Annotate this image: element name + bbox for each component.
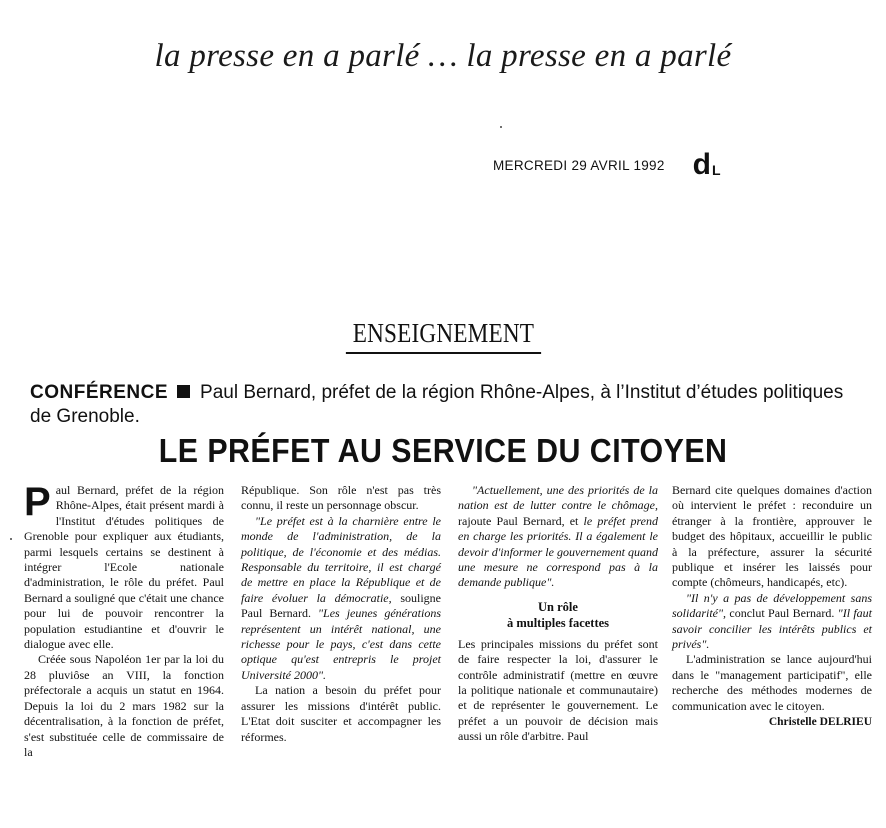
subhead-line: Un rôle [538, 599, 578, 614]
article-column-3 [458, 483, 658, 745]
article-kicker [30, 381, 860, 429]
scan-speck [10, 538, 12, 540]
quote-text: "Il faut savoir concilier les intérêts publics et privés". [672, 606, 873, 652]
paragraph: Créée sous Napoléon 1er par la loi du 28 pluviôse an VIII, la fonction préfectorale a acquis un statut en 1964. Depuis la loi du 2 mars 1982 sur la décentralisation, à la fonction de préfet, s'est substituée celle de commissaire de la [24, 652, 224, 759]
article-headline [0, 432, 886, 470]
quote-paragraph [458, 483, 658, 591]
article-column-2 [241, 483, 441, 745]
headline-text: LE PRÉFET AU SERVICE DU CITOYEN [158, 432, 728, 469]
paragraph: Bernard cite quelques domaines d'action où intervient le préfet : reconduire un étranger à la frontière, approuver le budget des hôpitaux, accueillir le public à la préfecture, assurer la sécurité publique et insérer les laissés pour compte (chômeurs, handicapés, etc). [672, 483, 872, 590]
paragraph: Les principales missions du préfet sont de faire respecter la loi, d'assurer le contrôle administratif (mettre en œuvre la politique nationale et communautaire) et de représenter le gouvernement. Le préfet a un pouvoir de décision mais aussi un rôle d'arbitre. Paul [458, 636, 658, 744]
press-banner: la presse en a parlé … la presse en a parlé [154, 38, 732, 74]
quote-text: "Le préfet est à la charnière entre le monde de l'administration, de la politique, de l'économie et des médias. Responsable du territoire, il est chargé de mettre en place la République et de faire évoluer la démocratie, [241, 513, 441, 605]
quote-paragraph [241, 514, 441, 683]
dateline [493, 150, 743, 180]
subhead-line: à multiples facettes [506, 615, 610, 630]
newspaper-logo [692, 148, 721, 181]
paragraph: La nation a besoin du préfet pour assurer les missions d'intérêt public. L'Etat doit susciter et accompagner les réformes. [241, 683, 441, 744]
quote-text: le préfet prend en charge les priorités. Il a également le devoir d'informer le gouvernement quand une mesure ne correspond pas à la demande publique". [458, 513, 658, 590]
attribution: souligne Paul Bernard. [241, 590, 441, 621]
attribution: conclut Paul Bernard. [729, 606, 835, 621]
black-square-icon [177, 385, 190, 398]
scan-speck [500, 126, 502, 128]
paragraph: L'administration se lance aujourd'hui dans le "management participatif", elle recherche des méthodes modernes de communication avec le citoyen. [672, 652, 872, 713]
attribution: rajoute Paul Bernard, et [458, 513, 579, 528]
article-subhead [458, 599, 658, 631]
logo-letter-d: d [692, 148, 711, 181]
kicker-label: CONFÉRENCE [30, 382, 169, 403]
publication-date: MERCREDI 29 AVRIL 1992 [493, 157, 665, 173]
quote-text: "Il n'y a pas de développement sans solidarité", [672, 590, 872, 621]
quote-paragraph [672, 591, 872, 653]
quote-text: "Les jeunes générations représentent un intérêt national, une richesse pour le pays, c'est dans cette optique qu'est entrepris le projet Université 2000". [241, 606, 442, 682]
article-body [24, 480, 874, 813]
section-rubric [0, 318, 886, 354]
quote-text: "Actuellement, une des priorités de la nation est de lutter contre le chômage, [458, 483, 658, 513]
kicker-text: Paul Bernard, préfet de la région Rhône-Alpes, à l’Institut d’études politiques de Grenoble. [30, 382, 844, 427]
author-signature: Christelle DELRIEU [768, 716, 872, 729]
paragraph-text: aul Bernard, préfet de la région Rhône-Alpes, était présent mardi à l'Institut d'études politiques de Grenoble pour expliquer aux étudiants, parmi lesquels certains se destinent à intégrer l'Ecole nationale d'administration, le rôle du préfet. Paul Bernard a souligné que c'était une chance pour lui de pouvoir rencontrer la population estudiantine et d'ouvrir le dialogue avec elle. [24, 483, 224, 652]
paragraph [24, 480, 224, 652]
rubric-label: ENSEIGNEMENT [345, 318, 540, 354]
article-column-1 [24, 480, 224, 760]
drop-cap: P [24, 480, 51, 524]
article-column-4 [672, 483, 872, 731]
paragraph: République. Son rôle n'est pas très connu, il reste un personnage obscur. [241, 483, 441, 513]
logo-letter-l: L [712, 162, 721, 178]
